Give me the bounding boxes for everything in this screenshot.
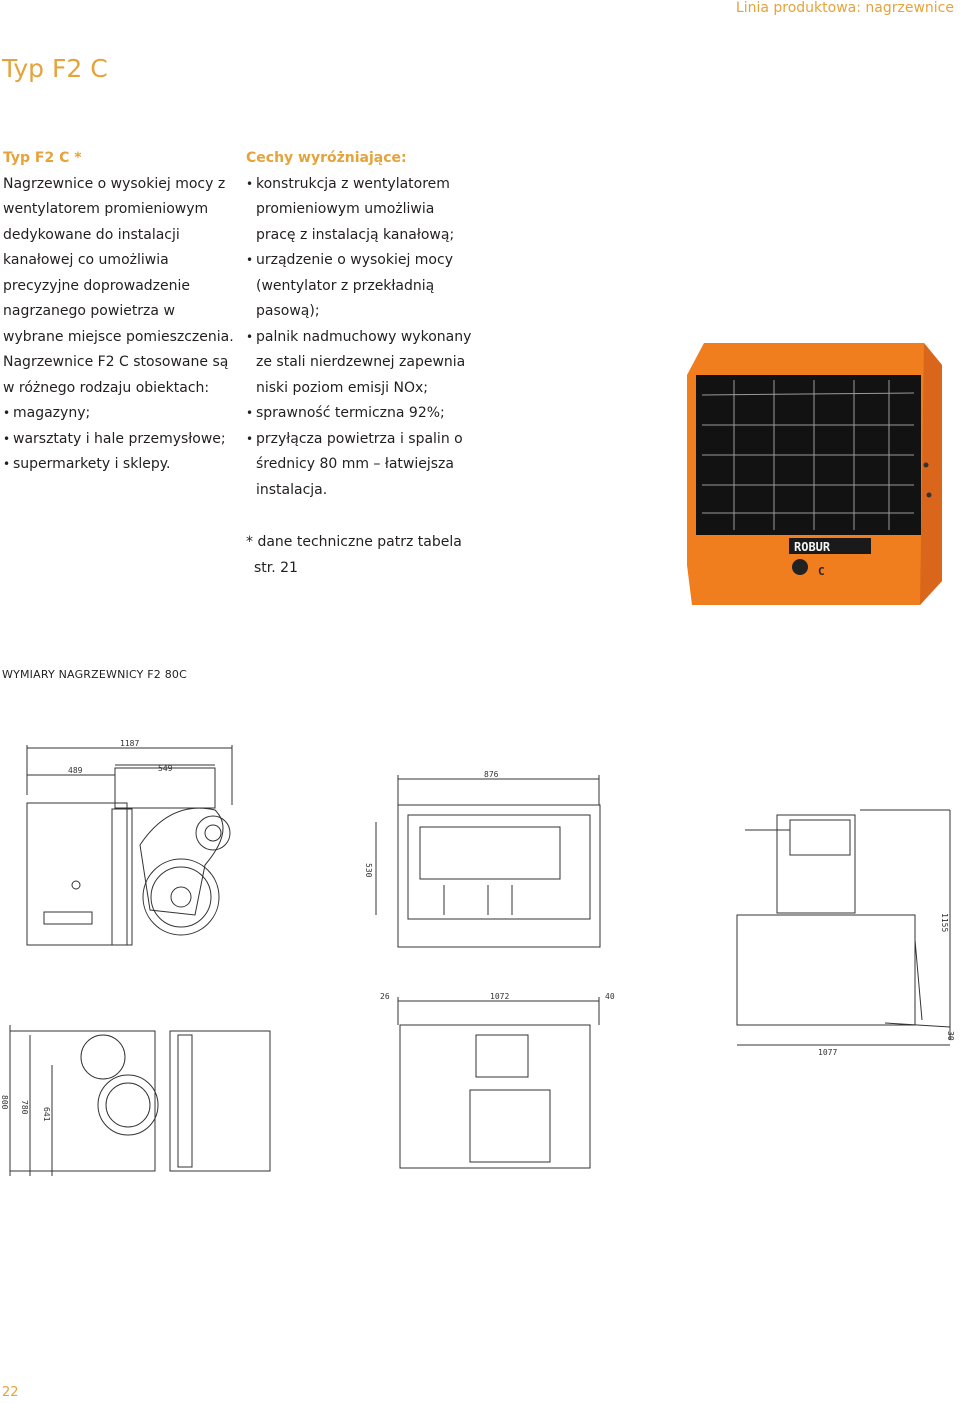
dimensions-title: WYMIARY NAGRZEWNICY F2 80C <box>2 668 187 681</box>
dimension-label: 780 <box>20 1100 29 1115</box>
page-number: 22 <box>2 1385 19 1400</box>
dimension-label: 26 <box>380 992 390 1001</box>
intro-column <box>3 146 238 478</box>
dimension-label: 40 <box>605 992 615 1001</box>
dimension-label: 530 <box>364 863 373 878</box>
list-item: • supermarkety i sklepy. <box>3 452 238 478</box>
brand-logo: ROBUR <box>794 540 831 554</box>
list-item: • urządzenie o wysokiej mocy (wentylator z przekładnią pasową); <box>246 248 476 325</box>
features-column <box>246 146 476 503</box>
list-item: • palnik nadmuchowy wykonany ze stali nierdzewnej zapewnia niski poziom emisji NOx; <box>246 325 476 402</box>
dimension-drawings <box>0 735 960 1365</box>
page-title: Typ F2 C <box>2 54 108 83</box>
dimension-label: 549 <box>158 764 173 773</box>
list-item: • magazyny; <box>3 401 238 427</box>
dimension-label: 1077 <box>818 1048 838 1057</box>
dimension-label: 489 <box>68 766 83 775</box>
dimension-label: 800 <box>0 1095 9 1110</box>
intro-heading: Typ F2 C * <box>3 150 82 166</box>
dimension-label: 641 <box>42 1107 51 1122</box>
dimension-label: 1187 <box>120 739 140 748</box>
features-list <box>246 172 476 504</box>
footnote-page-ref: str. 21 <box>254 559 298 576</box>
list-item: • konstrukcja z wentylatorem promieniowym umożliwia pracę z instalacją kanałową; <box>246 172 476 249</box>
footnote-text: * dane techniczne patrz tabela <box>246 534 462 550</box>
heater-photo <box>684 335 956 615</box>
dimension-label: 876 <box>484 770 499 779</box>
list-item: • przyłącza powietrza i spalin o średnicy 80 mm – łatwiejsza instalacja. <box>246 427 476 504</box>
list-item: • sprawność termiczna 92%; <box>246 401 476 427</box>
model-mark: C <box>818 565 825 578</box>
features-heading: Cechy wyróżniające: <box>246 150 407 166</box>
intro-paragraph: Nagrzewnice o wysokiej mocy z wentylatorem promieniowym dedykowane do instalacji kanałowej co umożliwia precyzyjne doprowadzenie nagrzanego powietrza w wybrane miejsce pomieszczenia. <box>3 175 234 345</box>
footnote <box>246 530 466 581</box>
dimension-label: 30 <box>946 1031 955 1041</box>
usage-paragraph: Nagrzewnice F2 C stosowane są w różnego rodzaju obiektach: <box>3 354 229 396</box>
product-line-header: Linia produktowa: nagrzewnice <box>735 0 954 16</box>
usage-list <box>3 401 238 478</box>
list-item: • warsztaty i hale przemysłowe; <box>3 427 238 453</box>
dimension-label: 1072 <box>490 992 510 1001</box>
dimension-label: 1155 <box>940 913 949 933</box>
